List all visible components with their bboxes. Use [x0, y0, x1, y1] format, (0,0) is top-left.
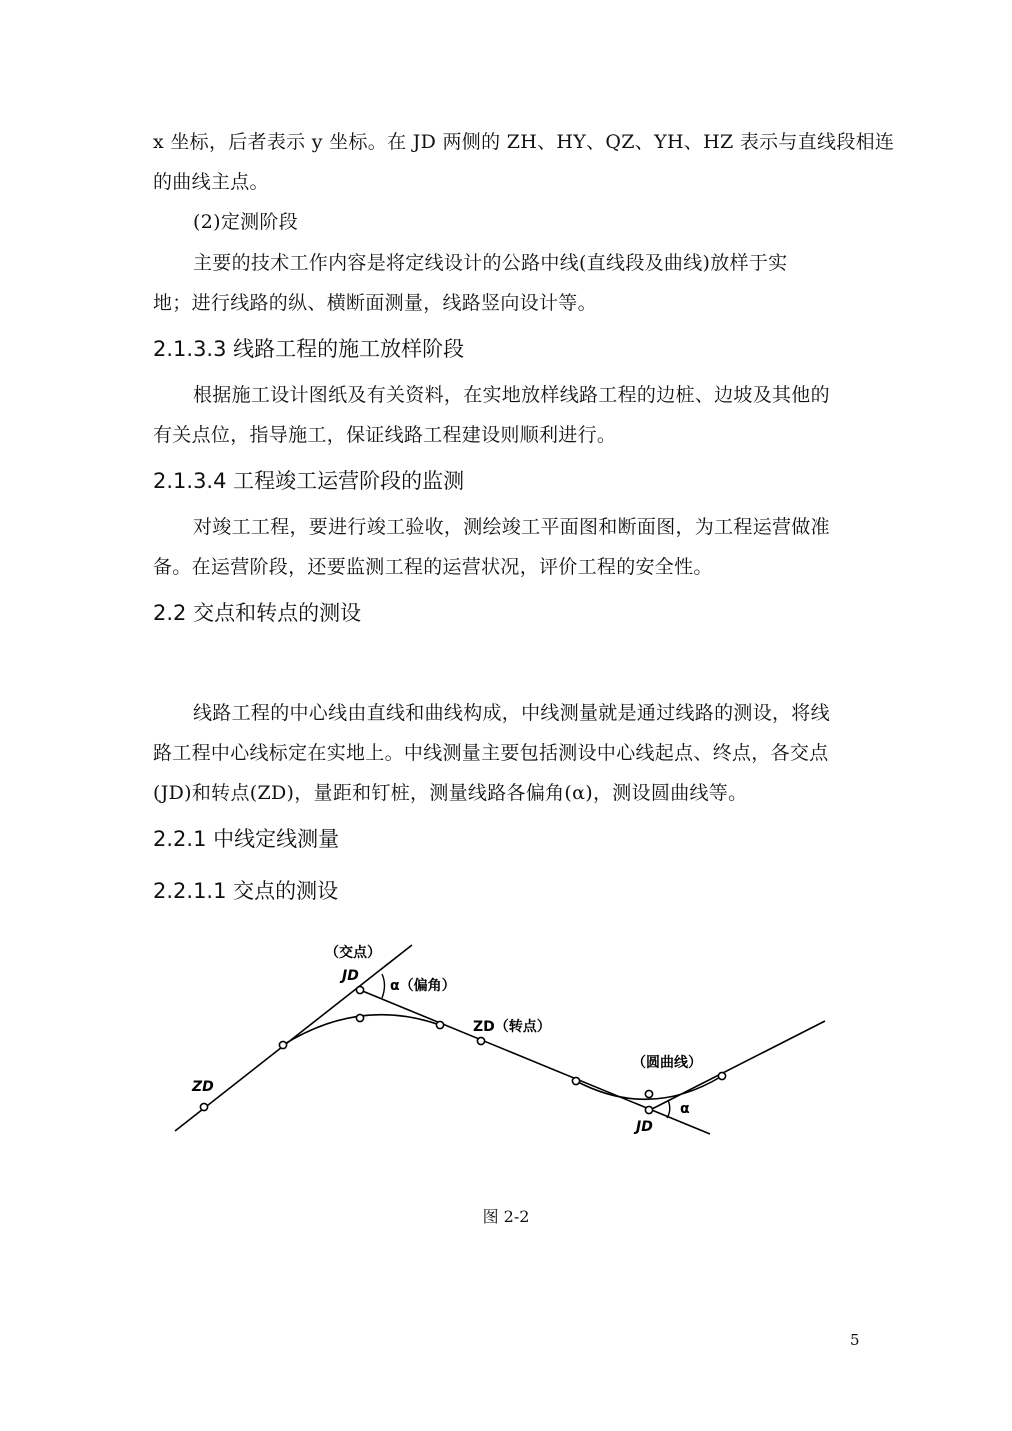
station-point [356, 1014, 363, 1021]
paragraph-line: 备。在运营阶段，还要监测工程的运营状况，评价工程的安全性。 [153, 556, 713, 578]
section-heading-221: 2.2.1 中线定线测量 [153, 827, 340, 851]
subsection-label: (2)定测阶段 [193, 211, 299, 233]
alpha-bottom-label: α [680, 1101, 690, 1117]
paragraph-line: x 坐标，后者表示 y 坐标。在 JD 两侧的 ZH、HY、QZ、YH、HZ 表示与直线段相连 [153, 131, 895, 153]
paragraph-line: 地；进行线路的纵、横断面测量，线路竖向设计等。 [153, 292, 597, 314]
section-heading-2133: 2.1.3.3 线路工程的施工放样阶段 [153, 337, 465, 361]
station-point [645, 1090, 652, 1097]
station-point [200, 1103, 207, 1110]
paragraph-line: (JD)和转点(ZD)，量距和钉桩，测量线路各偏角(α)，测设圆曲线等。 [153, 782, 748, 804]
zd-turn-label: ZD（转点） [473, 1019, 551, 1035]
figure-caption: 图 2-2 [482, 1207, 530, 1226]
paragraph-line: 线路工程的中心线由直线和曲线构成，中线测量就是通过线路的测设，将线 [193, 702, 830, 724]
angle-arc [667, 1100, 670, 1118]
jd-top-label: JD [342, 968, 359, 984]
yuanquxian-label: （圆曲线） [632, 1055, 702, 1071]
paragraph-line: 的曲线主点。 [153, 171, 269, 193]
page-number: 5 [850, 1331, 860, 1349]
station-point [718, 1072, 725, 1079]
paragraph-line: 主要的技术工作内容是将定线设计的公路中线(直线段及曲线)放样于实 [193, 252, 788, 274]
paragraph-line: 有关点位，指导施工，保证线路工程建设则顺利进行。 [153, 424, 617, 446]
section-heading-22: 2.2 交点和转点的测设 [153, 601, 362, 625]
station-point [436, 1021, 443, 1028]
station-point [645, 1106, 652, 1113]
jd-bottom-label: JD [636, 1119, 653, 1135]
zd-left-label: ZD [192, 1079, 214, 1095]
paragraph-line: 路工程中心线标定在实地上。中线测量主要包括测设中心线起点、终点，各交点 [153, 742, 829, 764]
jiaodian-label: （交点） [325, 945, 381, 961]
station-point [279, 1041, 286, 1048]
angle-arc [382, 974, 385, 998]
paragraph-line: 对竣工工程，要进行竣工验收，测绘竣工平面图和断面图，为工程运营做准 [193, 516, 830, 538]
section-heading-2134: 2.1.3.4 工程竣工运营阶段的监测 [153, 469, 465, 493]
station-point [356, 986, 363, 993]
paragraph-line: 根据施工设计图纸及有关资料，在实地放样线路工程的边桩、边坡及其他的 [193, 384, 830, 406]
station-point [477, 1037, 484, 1044]
route-diagram [170, 935, 840, 1140]
alpha-top-label: α（偏角） [390, 978, 456, 994]
station-point [572, 1077, 579, 1084]
section-heading-2211: 2.2.1.1 交点的测设 [153, 879, 339, 903]
